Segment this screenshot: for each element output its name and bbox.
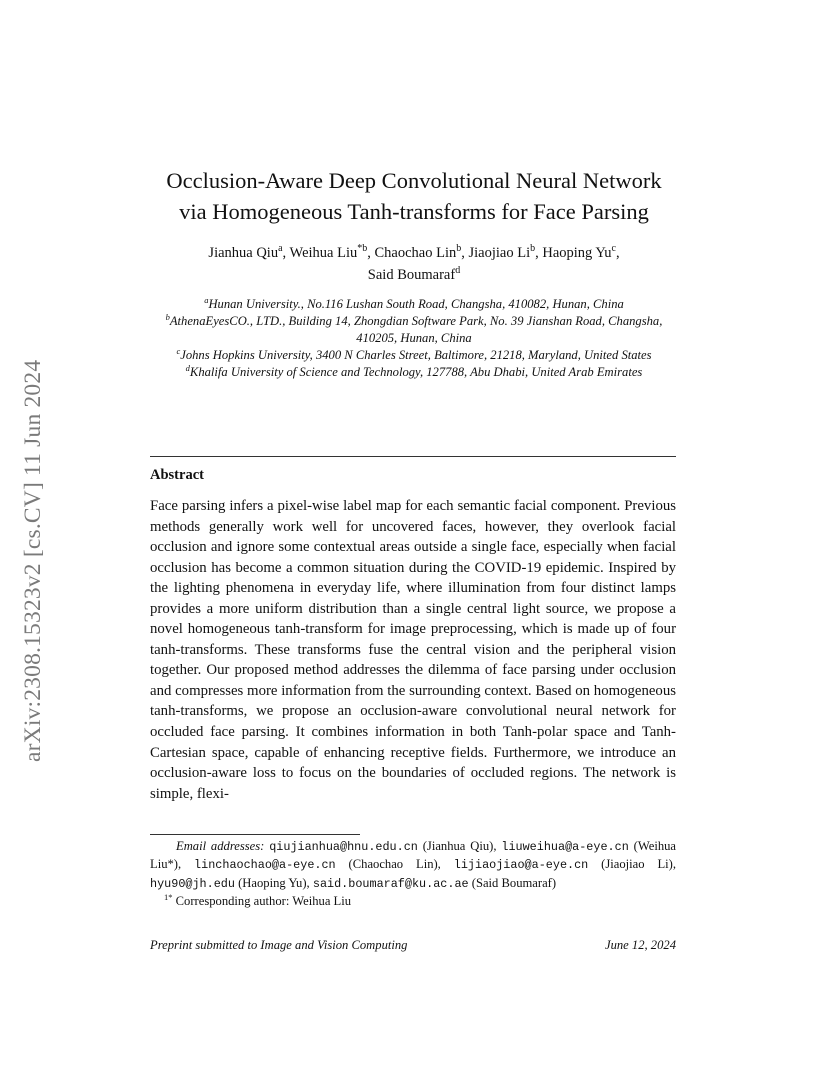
author-list — [130, 242, 698, 286]
affiliation-item — [150, 313, 678, 347]
affiliation-text: Johns Hopkins University, 3400 N Charles Street, Baltimore, 21218, Maryland, United States — [180, 348, 652, 362]
email-owner: (Jiaojiao Li), — [601, 857, 676, 872]
title-line-2: via Homogeneous Tanh-transforms for Face Parsing — [179, 199, 649, 224]
affiliation-list — [150, 296, 678, 381]
affiliation-item — [150, 347, 678, 364]
author-sup: *b — [357, 243, 368, 254]
email-owner: (Haoping Yu), — [238, 875, 310, 890]
email-link[interactable]: said.boumaraf@ku.ac.ae — [312, 876, 469, 891]
author-name: Said Boumaraf — [367, 267, 456, 283]
email-link[interactable]: lijiaojiao@a-eye.cn — [453, 858, 589, 873]
author-sep: , — [535, 245, 543, 261]
corresponding-footnote — [150, 893, 676, 910]
preprint-date: June 12, 2024 — [605, 938, 676, 952]
author-sup: c — [611, 243, 616, 254]
author-sup: a — [278, 243, 283, 254]
arxiv-identifier: arXiv:2308.15323v2 [cs.CV] 11 Jun 2024 — [20, 359, 46, 762]
author-sup: b — [456, 243, 462, 254]
author-name: Weihua Liu — [289, 245, 358, 261]
author-sup: b — [530, 243, 536, 254]
affiliation-sup: d — [185, 363, 190, 373]
affiliation-sup: c — [176, 346, 181, 356]
author-name: Jianhua Qiu — [208, 245, 279, 261]
affiliation-sup: a — [204, 295, 209, 305]
email-owner: (Weihua Liu*), — [150, 839, 676, 872]
author-name: Chaochao Lin — [374, 245, 457, 261]
email-link[interactable]: qiujianhua@hnu.edu.cn — [269, 840, 418, 854]
affiliation-item — [150, 364, 678, 381]
email-owner: (Said Boumaraf) — [471, 875, 557, 890]
footnote-divider — [150, 834, 360, 835]
author-sep: , — [461, 245, 469, 261]
email-label: Email addresses: — [176, 839, 265, 853]
email-link[interactable]: liuweihua@a-eye.cn — [501, 840, 629, 854]
email-footnote — [150, 838, 676, 893]
affiliation-text: Hunan University., No.116 Lushan South Road, Changsha, 410082, Hunan, China — [208, 297, 624, 311]
corresponding-author: Corresponding author: Weihua Liu — [175, 893, 352, 908]
email-link[interactable]: linchaochao@a-eye.cn — [194, 858, 336, 873]
abstract-text: Face parsing infers a pixel-wise label map for each semantic facial component. Previous methods generally work well for uncovered faces, however, they overlook facial occlusion and ignore some contextual areas outside a single face, especially when facial occlusion has become a common situation during the COVID-19 epidemic. Inspired by the lighting phenomena in everyday life, where illumination from four distinct lamps provides a more uniform distribution than a single central light source, we propose a novel homogeneous tanh-transform for image preprocessing, which is made up of four tanh-transforms. These transforms fuse the central vision and the peripheral vision together. Our proposed method addresses the dilemma of face parsing under occlusion and compresses more information from the surrounding context. Based on homogeneous tanh-transforms, we propose an occlusion-aware convolutional neural network for occluded face parsing. It combines information in both Tanh-polar space and Tanh-Cartesian space, capable of enhancing receptive fields. Furthermore, we introduce an occlusion-aware loss to focus on the boundaries of occluded regions. The network is simple, flexi- — [150, 498, 676, 802]
affiliation-text: AthenaEyesCO., LTD., Building 14, Zhongdian Software Park, No. 39 Jianshan Road, Changsha, 410205, Hunan, China — [169, 314, 663, 345]
author-sep: , — [282, 245, 290, 261]
footnote-mark: 1* — [164, 891, 173, 902]
author-sup: d — [455, 265, 461, 276]
abstract-divider — [150, 456, 676, 457]
footnotes — [150, 838, 676, 910]
author-name: Jiaojiao Li — [468, 245, 531, 261]
title-line-1: Occlusion-Aware Deep Convolutional Neural Network — [166, 168, 662, 193]
email-owner: (Chaochao Lin), — [348, 857, 441, 872]
email-link[interactable]: hyu90@jh.edu — [150, 876, 235, 891]
preprint-note: Preprint submitted to Image and Vision Computing — [150, 938, 408, 952]
affiliation-item — [150, 296, 678, 313]
author-sep: , — [367, 245, 375, 261]
author-sep: , — [615, 245, 620, 261]
affiliation-sup: b — [165, 312, 170, 322]
email-owner: (Jianhua Qiu), — [422, 839, 497, 853]
abstract-heading: Abstract — [150, 467, 204, 483]
affiliation-text: Khalifa University of Science and Technology, 127788, Abu Dhabi, United Arab Emirates — [189, 365, 643, 379]
author-name: Haoping Yu — [542, 245, 612, 261]
